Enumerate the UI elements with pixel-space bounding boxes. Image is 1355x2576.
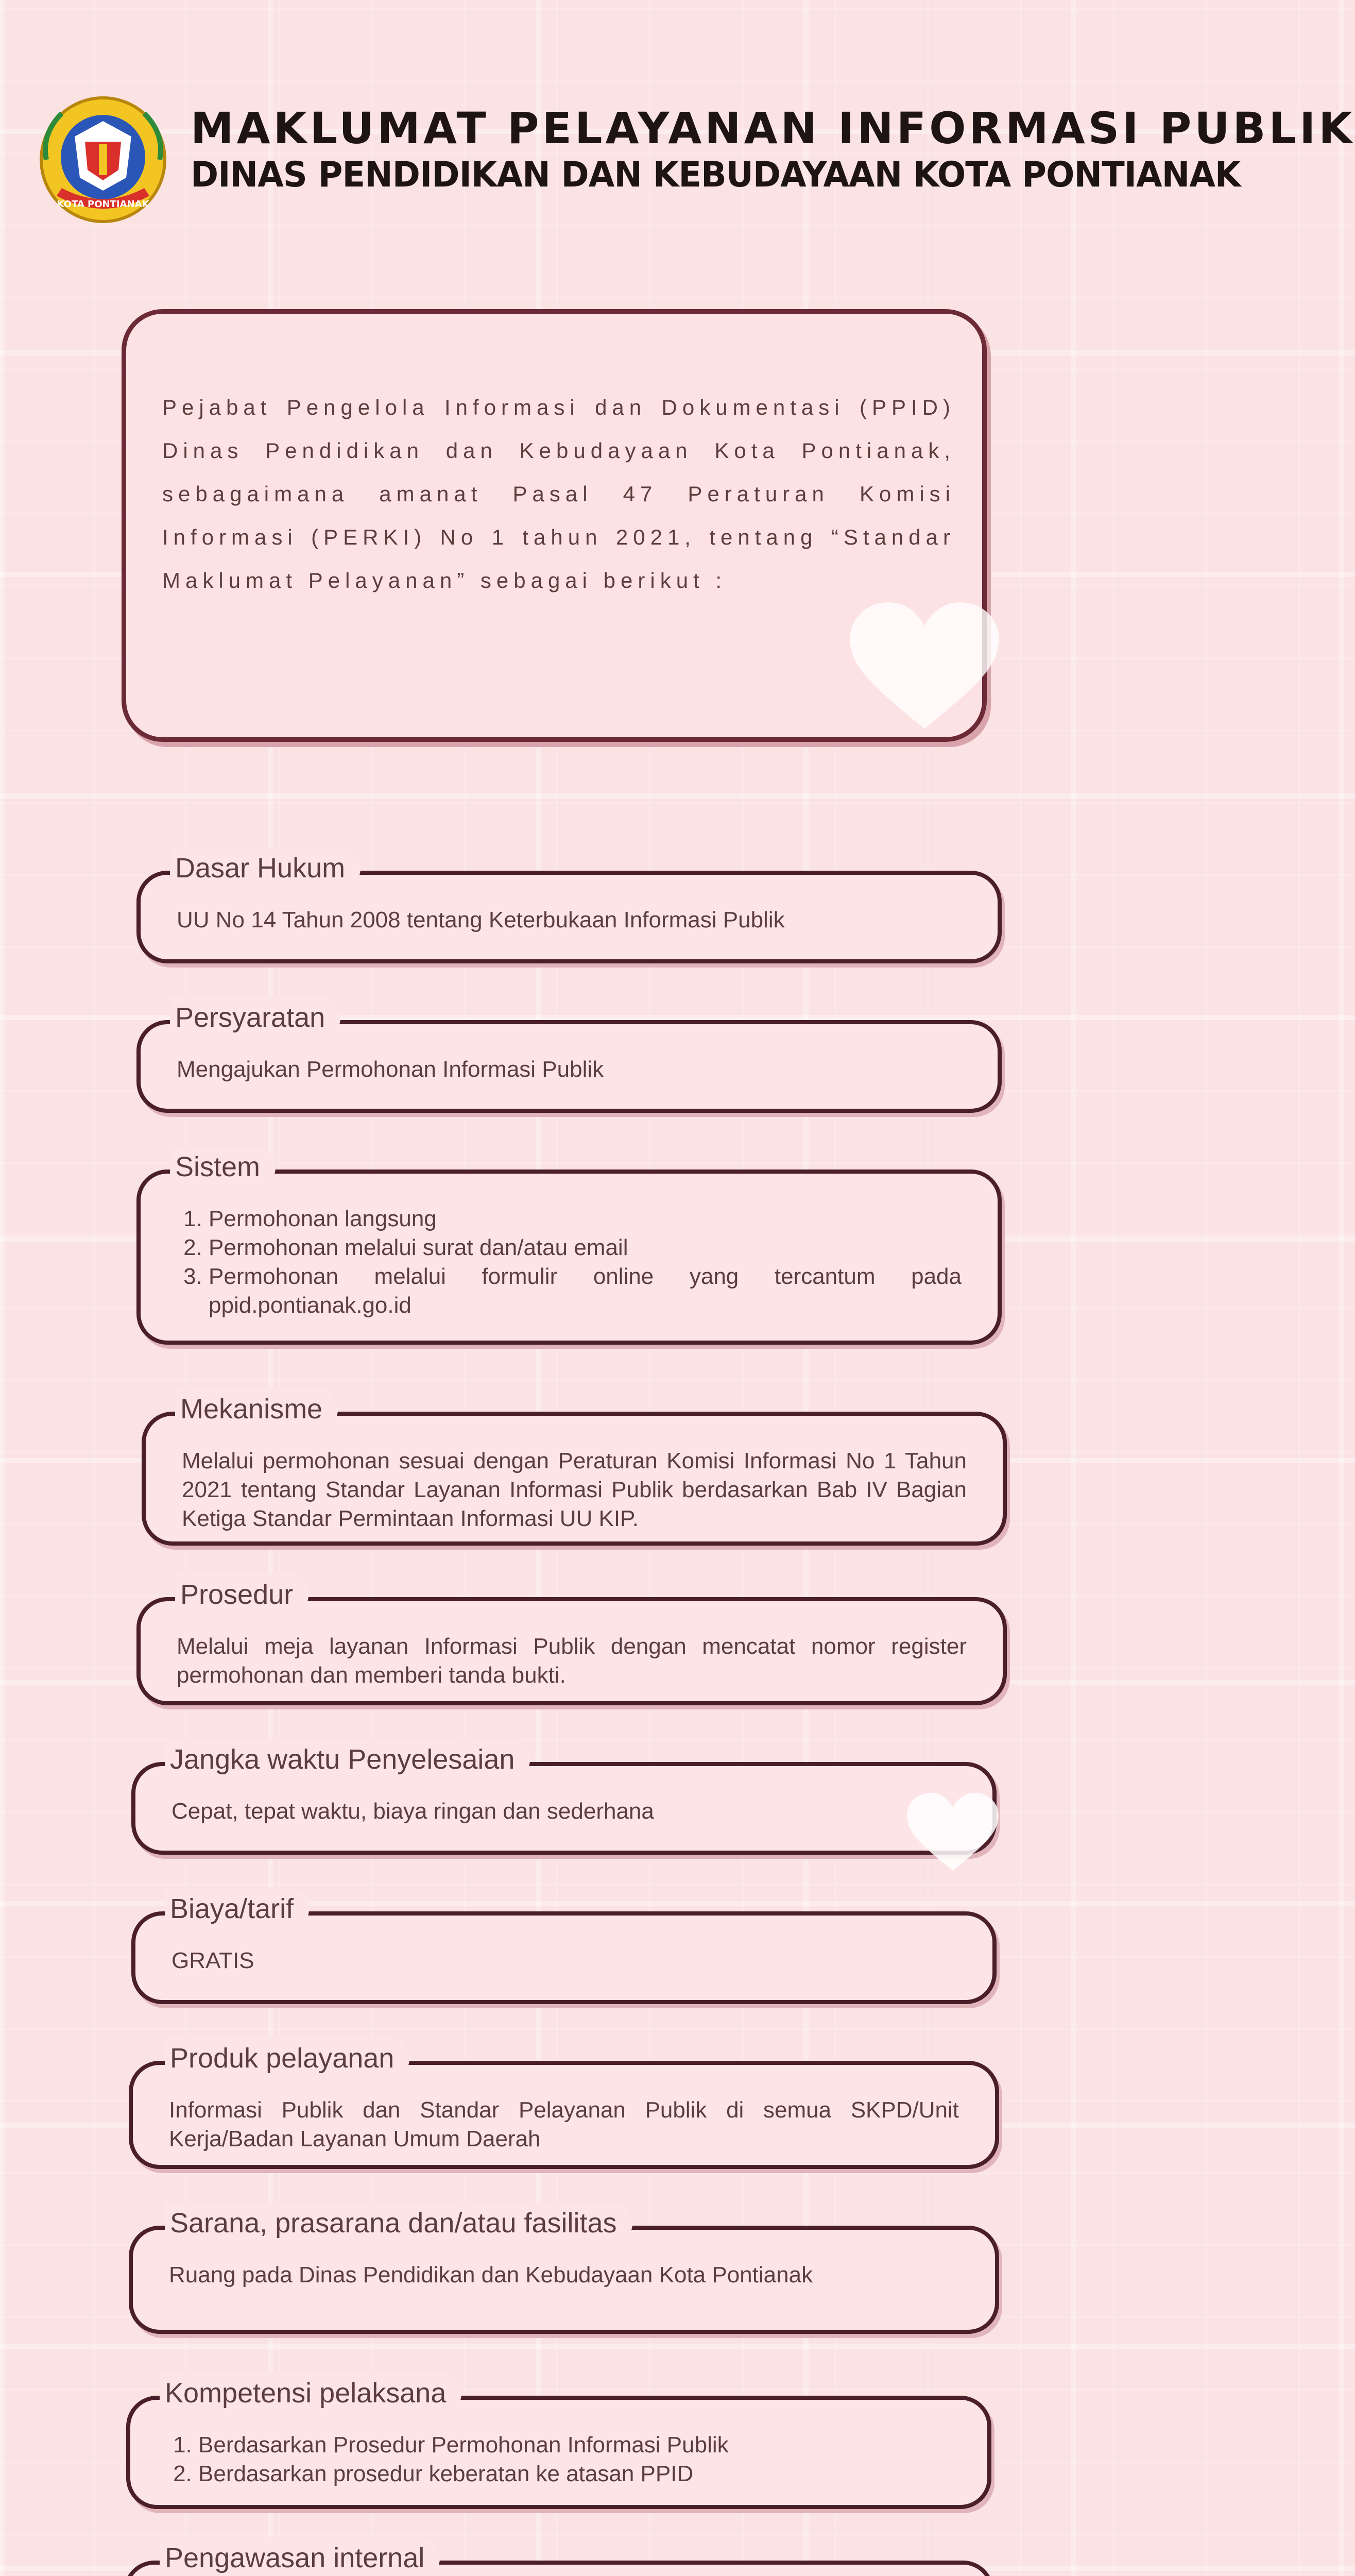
- intro-text: Pejabat Pengelola Informasi dan Dokumentasi (PPID) Dinas Pendidikan dan Kebudayaan Kota Pontianak, sebagaimana amanat Pasal 47 Peraturan Komisi Informasi (PERKI) No 1 tahun 2021, tentang “Standar Maklumat Pelayanan” sebagai berikut :: [162, 395, 955, 592]
- list-item: 1. Berdasarkan Prosedur Permohonan Informasi Publik: [198, 2431, 951, 2460]
- section-title-pengawasan-internal: Pengawasan internal: [160, 2537, 440, 2576]
- intro-box: [122, 309, 987, 742]
- section-list: [177, 1205, 962, 1320]
- section-content: [166, 2431, 951, 2488]
- page-title: MAKLUMAT PELAYANAN INFORMASI PUBLIK: [191, 103, 1355, 154]
- list-item: 2. Permohonan melalui surat dan/atau email: [209, 1233, 962, 1262]
- header: [31, 88, 1355, 232]
- section-content: [177, 1205, 962, 1320]
- section-text: Informasi Publik dan Standar Pelayanan Publik di semua SKPD/Unit Kerja/Badan Layanan Umum Daerah: [169, 2097, 959, 2151]
- list-item: 2. Berdasarkan prosedur keberatan ke atasan PPID: [198, 2460, 951, 2488]
- heart-icon: [906, 1793, 999, 1875]
- section-title-jangka-waktu-penyelesaian: Jangka waktu Penyelesaian: [165, 1738, 530, 1781]
- city-logo: [36, 93, 170, 227]
- section-title-mekanisme: Mekanisme: [175, 1388, 338, 1430]
- section-content: [177, 906, 962, 935]
- section-title-produk-pelayanan: Produk pelayanan: [165, 2037, 409, 2079]
- section-content: [169, 2261, 959, 2290]
- section-text: Cepat, tepat waktu, biaya ringan dan sederhana: [171, 1799, 654, 1824]
- section-content: [169, 2096, 959, 2154]
- list-item: 3. Permohonan melalui formulir online yang tercantum pada ppid.pontianak.go.id: [209, 1262, 962, 1320]
- section-content: [177, 1055, 962, 1084]
- section-text: Melalui meja layanan Informasi Publik dengan mencatat nomor register permohonan dan memberi tanda bukti.: [177, 1634, 967, 1688]
- page-subtitle: DINAS PENDIDIKAN DAN KEBUDAYAAN KOTA PONTIANAK: [191, 155, 1241, 195]
- section-box-mekanisme: [142, 1412, 1007, 1546]
- section-title-sistem: Sistem: [170, 1146, 276, 1188]
- section-title-biaya-tarif: Biaya/tarif: [165, 1888, 309, 1930]
- section-box-sistem: [136, 1170, 1002, 1345]
- section-text: Melalui permohonan sesuai dengan Peraturan Komisi Informasi No 1 Tahun 2021 tentang Standar Layanan Informasi Publik berdasarkan Bab IV Bagian Ketiga Standar Permintaan Informasi UU KIP.: [182, 1448, 967, 1531]
- section-title-persyaratan: Persyaratan: [170, 996, 340, 1039]
- section-title-dasar-hukum: Dasar Hukum: [170, 847, 361, 889]
- section-title-prosedur: Prosedur: [175, 1573, 308, 1616]
- section-list: [166, 2431, 951, 2488]
- logo-text: KOTA PONTIANAK: [57, 199, 149, 210]
- section-text: UU No 14 Tahun 2008 tentang Keterbukaan Informasi Publik: [177, 907, 785, 933]
- heart-icon: [847, 602, 1002, 736]
- section-content: [182, 1447, 967, 1533]
- section-content: [177, 1632, 967, 1690]
- section-content: [171, 1797, 956, 1826]
- section-content: [171, 1946, 956, 1975]
- section-title-sarana-prasarana-dan-atau-fasilitas: Sarana, prasarana dan/atau fasilitas: [165, 2202, 632, 2244]
- section-title-kompetensi-pelaksana: Kompetensi pelaksana: [160, 2372, 461, 2414]
- section-text: GRATIS: [171, 1948, 254, 1973]
- section-text: Mengajukan Permohonan Informasi Publik: [177, 1057, 604, 1082]
- section-text: Ruang pada Dinas Pendidikan dan Kebudayaan Kota Pontianak: [169, 2262, 813, 2287]
- list-item: 1. Permohonan langsung: [209, 1205, 962, 1233]
